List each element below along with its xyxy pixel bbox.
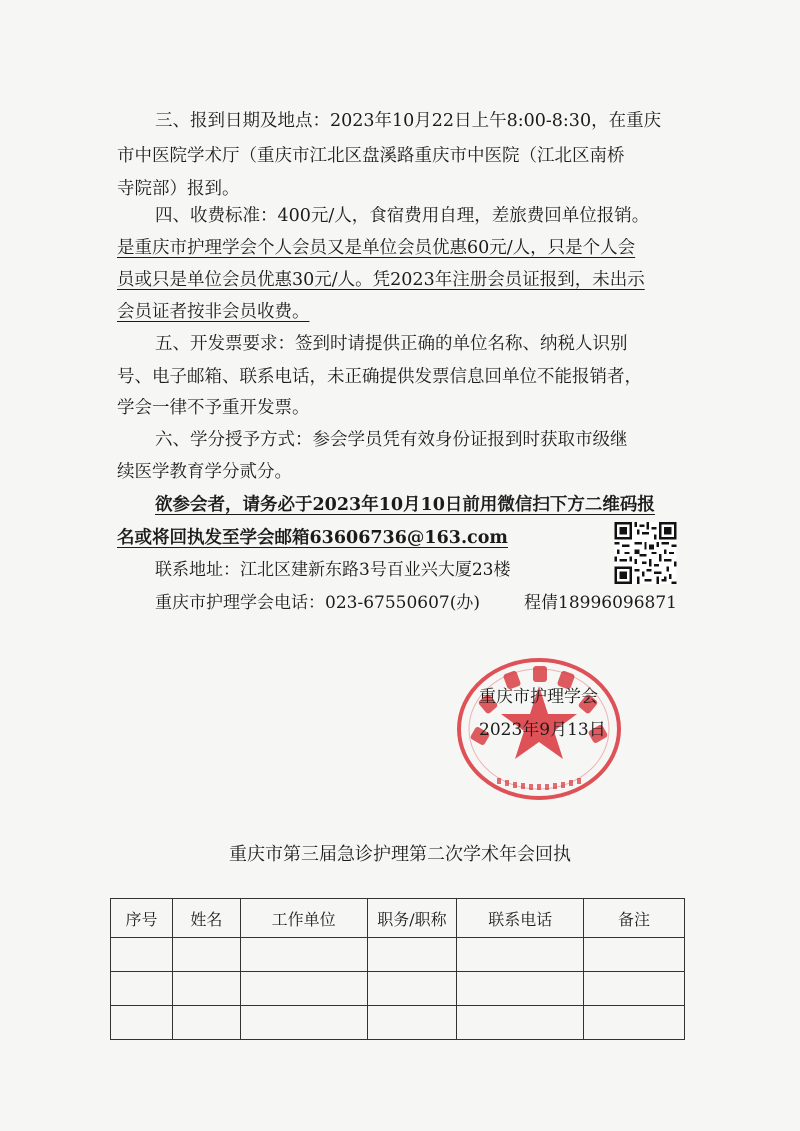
qr-code-icon[interactable]	[612, 522, 679, 584]
section4-line-4: 会员证者按非会员收费。	[117, 302, 310, 322]
table-cell[interactable]	[367, 1006, 457, 1040]
table-cell[interactable]	[111, 972, 173, 1006]
header-phone: 联系电话	[457, 899, 584, 938]
table-row	[111, 972, 685, 1006]
table-cell[interactable]	[172, 972, 240, 1006]
section3-line-3: 寺院部）报到。	[117, 179, 240, 199]
table-header-row	[111, 899, 685, 938]
table-cell[interactable]	[457, 1006, 584, 1040]
table-cell[interactable]	[111, 1006, 173, 1040]
section6-line-2: 续医学教育学分贰分。	[117, 462, 292, 482]
signup-line-1: 欲参会者，请务必于2023年10月10日前用微信扫下方二维码报	[155, 495, 655, 515]
form-title: 重庆市第三届急诊护理第二次学术年会回执	[229, 844, 571, 865]
header-name: 姓名	[172, 899, 240, 938]
section5-line-2: 号、电子邮箱、联系电话，未正确提供发票信息回单位不能报销者，	[117, 367, 642, 387]
table-row	[111, 1006, 685, 1040]
contact-mobile: 程倩18996096871	[524, 593, 677, 613]
section3-line-1: 三、报到日期及地点：2023年10月22日上午8:00-8:30，在重庆	[155, 111, 662, 131]
table-cell[interactable]	[457, 972, 584, 1006]
signature-date: 2023年9月13日	[479, 720, 606, 740]
table-cell[interactable]	[367, 972, 457, 1006]
section6-line-1: 六、学分授予方式：参会学员凭有效身份证报到时获取市级继	[155, 430, 628, 450]
contact-phone: 重庆市护理学会电话：023-67550607(办)	[155, 593, 480, 613]
table-cell[interactable]	[367, 938, 457, 972]
table-cell[interactable]	[240, 1006, 367, 1040]
table-cell[interactable]	[240, 972, 367, 1006]
section4-line-1: 四、收费标准：400元/人，食宿费用自理，差旅费回单位报销。	[155, 206, 650, 226]
table-cell[interactable]	[457, 938, 584, 972]
table-cell[interactable]	[172, 938, 240, 972]
section5-line-1: 五、开发票要求：签到时请提供正确的单位名称、纳税人识别	[155, 334, 628, 354]
table-cell[interactable]	[584, 972, 685, 1006]
header-remarks: 备注	[584, 899, 685, 938]
header-title: 职务/职称	[367, 899, 457, 938]
table-cell[interactable]	[584, 1006, 685, 1040]
section5-line-3: 学会一律不予重开发票。	[117, 398, 310, 418]
table-cell[interactable]	[111, 938, 173, 972]
signup-line-2: 名或将回执发至学会邮箱63606736@163.com	[117, 528, 508, 548]
header-seq: 序号	[111, 899, 173, 938]
table-cell[interactable]	[172, 1006, 240, 1040]
section3-line-2: 市中医院学术厅（重庆市江北区盘溪路重庆市中医院（江北区南桥	[117, 146, 625, 166]
table-cell[interactable]	[240, 938, 367, 972]
receipt-table	[110, 898, 685, 1040]
section4-line-3: 员或只是单位会员优惠30元/人。凭2023年注册会员证报到，未出示	[117, 270, 645, 290]
signature-org: 重庆市护理学会	[479, 687, 598, 707]
table-row	[111, 938, 685, 972]
contact-address: 联系地址：江北区建新东路3号百业兴大厦23楼	[155, 560, 511, 580]
table-cell[interactable]	[584, 938, 685, 972]
section4-line-2: 是重庆市护理学会个人会员又是单位会员优惠60元/人，只是个人会	[117, 238, 636, 258]
header-workplace: 工作单位	[240, 899, 367, 938]
